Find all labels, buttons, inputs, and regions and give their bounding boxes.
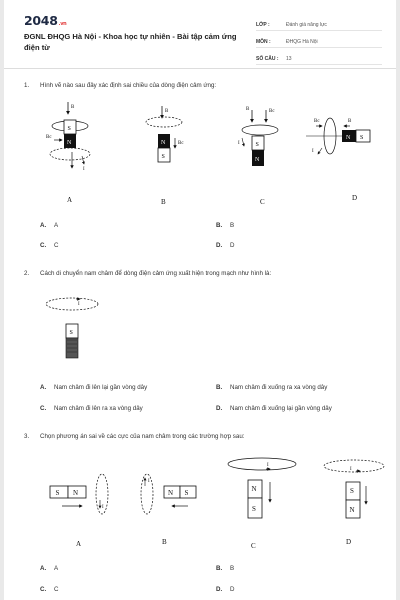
q3d-i-label: I [350,467,352,472]
question-1-figures [4,92,396,212]
q3a-i-label: I [102,505,104,510]
q3-option-a[interactable]: A. A [40,565,59,572]
q3-figure-d [324,460,384,546]
q1a-i-label: I [83,167,85,172]
q3-figure-label-c: C [251,542,256,550]
q3c-s-label: S [252,505,256,513]
q2-option-b[interactable]: B. Nam châm đi xuống ra xa vòng dây [216,384,328,391]
q1d-s-label: S [360,135,364,141]
question-1-text: 1. Hình vẽ nào sau đây xác định sai chiều của dòng điện cảm ứng: [24,82,217,89]
q3c-n-label: N [251,485,257,493]
q1-option-c[interactable]: C. C [40,242,59,249]
q3-figure-b [141,474,196,546]
question-3-text: 3. Chọn phương án sai về các cực của nam châm trong các trường hợp sau: [24,433,245,440]
q1-option-d[interactable]: D. D [216,242,235,249]
q1c-i-label: I [238,141,240,146]
q3-option-d[interactable]: D. D [216,586,235,593]
q2-i-label: I [78,302,80,307]
q1b-bc-label: Bc [178,141,184,146]
q1d-i-label: I [312,149,314,154]
q1-figure-b [146,106,184,206]
q3-figure-c [228,458,296,550]
q1b-s-label: S [161,154,165,160]
q2-option-a[interactable]: A. Nam châm đi lên lại gần vòng dây [40,384,148,391]
q1c-n-label: N [255,157,260,163]
question-2-text: 2. Cách di chuyển nam châm để dòng điện cảm ứng xuất hiện trong mạch như hình là: [24,270,272,277]
q1-figure-label-c: C [260,198,265,206]
q1d-b-label: B [348,119,352,124]
q1d-n-label: N [346,135,351,141]
q2-s-label: S [69,330,73,336]
meta-row-subject: MÔN : ĐHQG Hà Nội [256,31,382,48]
q3-option-b[interactable]: B. B [216,565,235,572]
q1-figure-d [306,118,370,202]
q1-figure-c [238,107,278,206]
question-3-figures [4,448,396,552]
q1-option-a[interactable]: A. A [40,222,59,229]
q3-figure-label-a: A [76,540,82,548]
q1c-bc-label: Bc [269,109,275,114]
q2-option-c[interactable]: C. Nam châm đi lên ra xa vòng dây [40,405,143,412]
q1c-b-label: B [246,107,250,112]
q1-figure-label-a: A [67,196,73,204]
q1-option-b[interactable]: B. B [216,222,235,229]
q3a-n-label: N [73,489,79,497]
q1a-n-label: N [67,140,72,146]
site-logo[interactable]: 2048.vn [24,13,67,28]
q3d-s-label: S [350,487,354,495]
q3-option-c[interactable]: C. C [40,586,59,593]
q1d-bc-label: Bc [314,119,320,124]
q2-option-d[interactable]: D. Nam châm đi xuống lại gần vòng dây [216,405,332,412]
page-header [4,0,396,69]
worksheet-page [4,0,396,600]
question-2-figure [34,290,114,364]
q1a-b-label: B [71,105,75,110]
q3c-i-label: I [267,463,269,468]
q1-figure-label-b: B [161,198,166,206]
q1a-s-label: S [67,126,71,132]
q3-figure-label-d: D [346,538,352,546]
q1a-bc-label: Bc [46,135,52,140]
q1b-b-label: B [165,109,169,114]
q3b-s-label: S [184,489,189,497]
q3-figure-a [50,474,108,548]
page-title: ĐGNL ĐHQG Hà Nội - Khoa học tự nhiên - Bài tập cảm ứng điện từ [24,32,237,52]
q1c-s-label: S [255,142,259,148]
q3-figure-label-b: B [162,538,167,546]
q3a-s-label: S [55,489,60,497]
q1b-n-label: N [161,140,166,146]
meta-row-count: SỐ CÂU : 13 [256,48,382,65]
q3b-i-label: I [148,479,150,484]
meta-row-class: LỚP : Đánh giá năng lực [256,14,382,31]
q1-figure-a [46,102,90,204]
meta-info [256,14,382,65]
q1-figure-label-d: D [352,194,358,202]
q3d-n-label: N [349,506,355,514]
q3b-n-label: N [168,489,174,497]
